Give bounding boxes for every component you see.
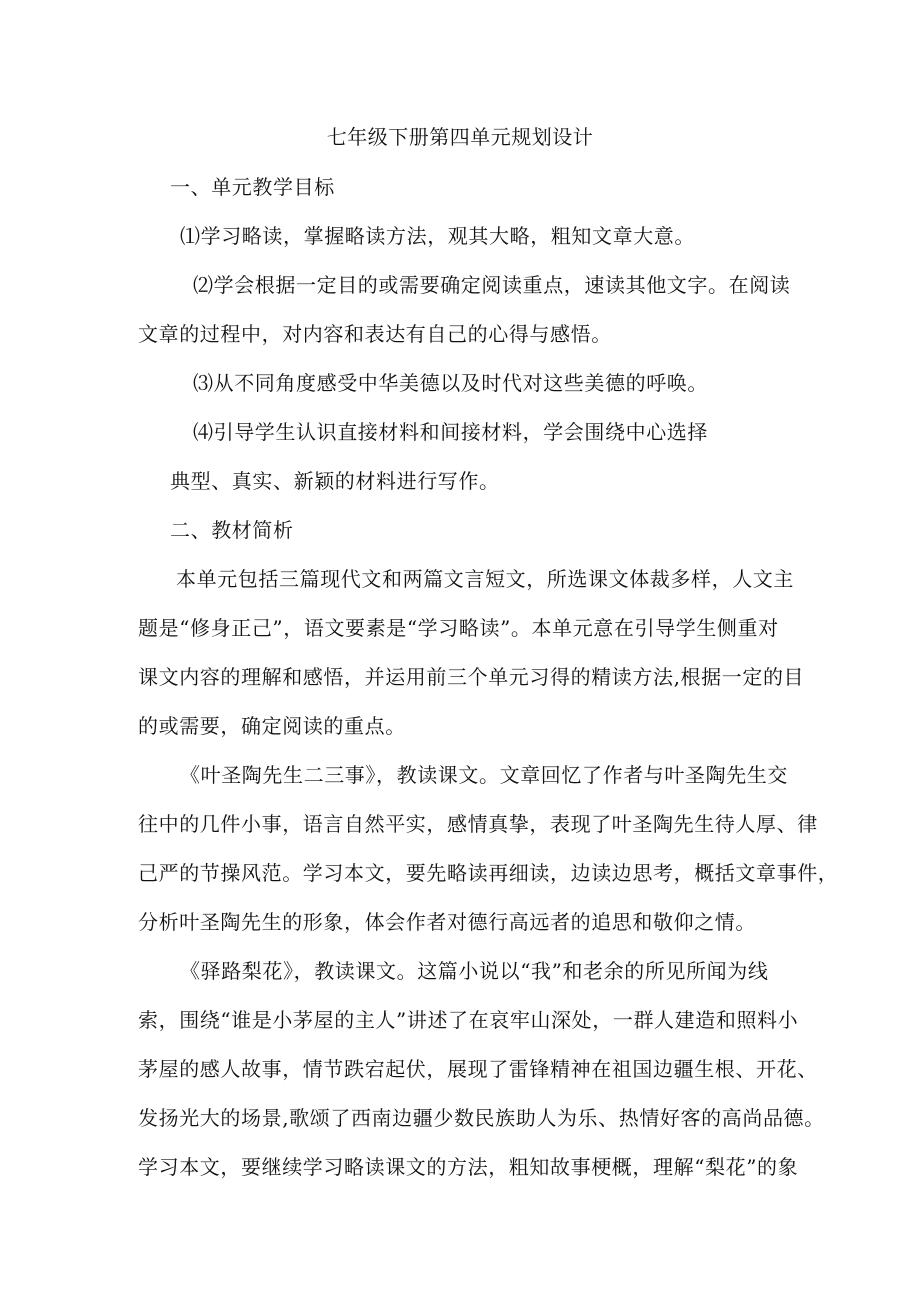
analysis-para-1-line-2: 题是“修身正己”，语文要素是“学习略读”。本单元意在引导学生侧重对 — [138, 616, 779, 640]
analysis-para-3-line-3: 茅屋的感人故事，情节跌宕起伏，展现了雷锋精神在祖国边疆生根、开花、 — [138, 1057, 818, 1081]
analysis-para-2-line-2: 往中的几件小事，语言自然平实，感情真挚，表现了叶圣陶先生待人厚、律 — [138, 812, 818, 836]
objective-2-line-1: ⑵学会根据一定目的或需要确定阅读重点，速读其他文字。在阅读 — [193, 273, 791, 297]
objective-4-line-2: 典型、真实、新颖的材料进行写作。 — [170, 469, 500, 493]
document-body — [138, 163, 839, 1192]
analysis-para-1-line-3: 课文内容的理解和感悟，并运用前三个单元习得的精读方法,根据一定的目 — [138, 665, 805, 689]
objective-1: ⑴学习略读，掌握略读方法，观其大略，粗知文章大意。 — [180, 224, 695, 248]
analysis-para-1-line-4: 的或需要，确定阅读的重点。 — [138, 714, 406, 738]
section-heading-analysis: 二、教材简析 — [170, 518, 294, 542]
document-title: 七年级下册第四单元规划设计 — [326, 125, 594, 149]
objective-2-line-2: 文章的过程中，对内容和表达有自己的心得与感悟。 — [138, 322, 612, 346]
analysis-para-3-line-1: 《驿路梨花》，教读课文。这篇小说以“我”和老余的所见所闻为线 — [180, 959, 769, 983]
analysis-para-1-line-1: 本单元包括三篇现代文和两篇文言短文，所选课文体裁多样，人文主 — [176, 567, 794, 591]
analysis-para-2-line-3: 己严的节操风范。学习本文，要先略读再细读，边读边思考，概括文章事件， — [138, 861, 839, 885]
section-heading-objectives: 一、单元教学目标 — [170, 175, 335, 199]
analysis-para-3-line-5: 学习本文，要继续学习略读课文的方法，粗知故事梗概，理解“梨花”的象 — [138, 1155, 799, 1179]
objective-4-line-1: ⑷引导学生认识直接材料和间接材料，学会围绕中心选择 — [193, 420, 708, 444]
analysis-para-3-line-2: 索，围绕“谁是小茅屋的主人”讲述了在哀牢山深处，一群人建造和照料小 — [138, 1008, 799, 1032]
analysis-para-2-line-1: 《叶圣陶先生二三事》，教读课文。文章回忆了作者与叶圣陶先生交 — [180, 763, 788, 787]
analysis-para-2-line-4: 分析叶圣陶先生的形象，体会作者对德行高远者的追思和敬仰之情。 — [138, 910, 756, 934]
objective-3: ⑶从不同角度感受中华美德以及时代对这些美德的呼唤。 — [193, 371, 708, 395]
analysis-para-3-line-4: 发扬光大的场景,歌颂了西南边疆少数民族助人为乐、热情好客的高尚品德。 — [138, 1106, 825, 1130]
